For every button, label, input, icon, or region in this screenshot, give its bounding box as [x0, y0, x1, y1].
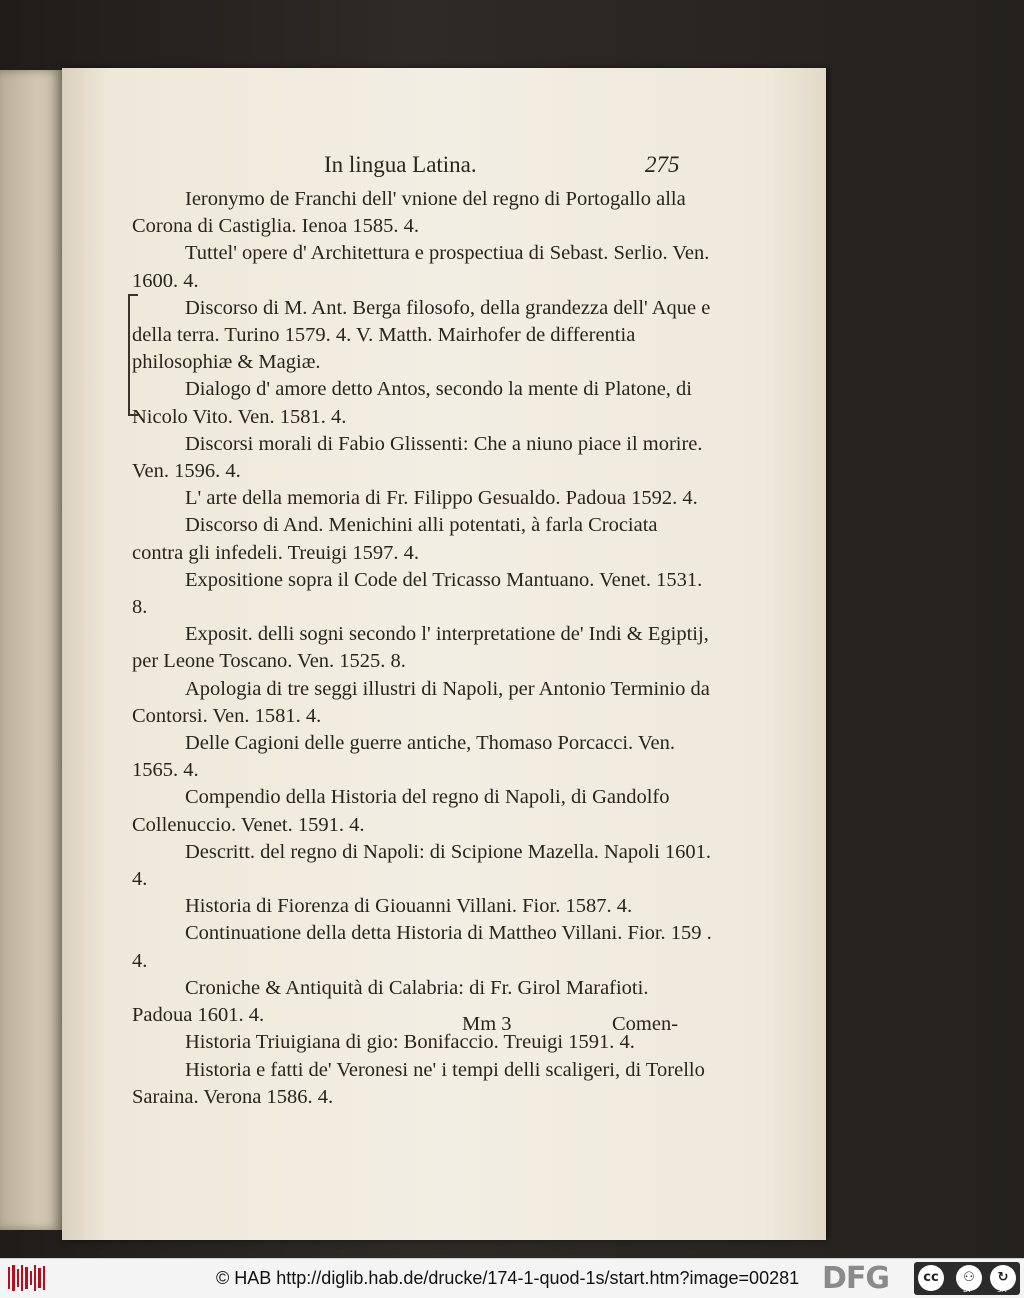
person-attribution-icon: ⚇: [956, 1265, 982, 1291]
list-item: Discorso di M. Ant. Berga filosofo, della grandezza dell' Aque e della terra. Turino 1579. 4. V. Matth. Mairhofer de differentia philosophiæ & Magiæ.: [132, 296, 711, 374]
list-item: Croniche & Antiquità di Calabria: di Fr. Girol Marafioti. Padoua 1601. 4.: [132, 976, 649, 1027]
previous-page-edge: [0, 70, 62, 1230]
bibliography-list: [132, 186, 712, 1111]
list-item: Tuttel' opere d' Architettura e prospectiua di Sebast. Serlio. Ven. 1600. 4.: [132, 242, 710, 292]
list-item: Expositione sopra il Code del Tricasso Mantuano. Venet. 1531. 8.: [132, 568, 703, 619]
footer-bar: [0, 1258, 1024, 1298]
list-item: Delle Cagioni delle guerre antiche, Thomaso Porcacci. Ven. 1565. 4.: [132, 732, 675, 782]
list-item: Discorsi morali di Fabio Glissenti: Che a niuno piace il morire. Ven. 1596. 4.: [132, 432, 703, 483]
list-item: L' arte della memoria di Fr. Filippo Gesualdo. Padoua 1592. 4.: [185, 487, 698, 510]
book-page: [62, 68, 826, 1240]
page-number: 275: [645, 152, 680, 177]
list-item: Historia e fatti de' Veronesi ne' i tempi delli scaligeri, di Torello Saraina. Verona 1586. 4.: [132, 1058, 705, 1108]
catchword: Comen-: [612, 1013, 679, 1035]
list-item: Continuatione della detta Historia di Mattheo Villani. Fior. 159 . 4.: [132, 922, 712, 972]
list-item: Compendio della Historia del regno di Napoli, di Gandolfo Collenuccio. Venet. 1591. 4.: [132, 786, 670, 836]
list-item: Discorso di And. Menichini alli potentati, à farla Crociata contra gli infedeli. Treuigi 1597. 4.: [132, 514, 658, 564]
dfg-logo[interactable]: DFG: [822, 1261, 890, 1296]
list-item: Ieronymo de Franchi dell' vnione del regno di Portogallo alla Corona di Castiglia. Ienoa 1585. 4.: [132, 188, 686, 238]
list-item: Apologia di tre seggi illustri di Napoli, per Antonio Terminio da Contorsi. Ven. 1581. 4.: [132, 677, 710, 727]
list-item: Historia di Fiorenza di Giouanni Villani. Fior. 1587. 4.: [185, 895, 633, 918]
running-head: In lingua Latina.: [324, 152, 477, 177]
signature-mark: Mm 3: [462, 1013, 512, 1035]
page-footer-line: [462, 1013, 762, 1043]
cc-license-badge[interactable]: [914, 1262, 1020, 1295]
margin-bracket: [128, 294, 138, 416]
cc-icon: cc: [918, 1265, 944, 1291]
by-label: BY: [963, 1286, 972, 1294]
source-credit-link[interactable]: © HAB http://diglib.hab.de/drucke/174-1-quod-1s/start.htm?image=00281: [216, 1268, 800, 1288]
hab-barcode-logo-icon[interactable]: [6, 1263, 46, 1293]
list-item: Historia Triuigiana di gio: Bonifaccio. Treuigi 1591. 4.: [185, 1031, 635, 1054]
share-alike-icon: ↻: [990, 1265, 1016, 1291]
list-item: Descritt. del regno di Napoli: di Scipione Mazella. Napoli 1601. 4.: [132, 840, 712, 891]
list-item: Exposit. delli sogni secondo l' interpretatione de' Indi & Egiptij, per Leone Toscano. Ven. 1525. 8.: [132, 623, 709, 673]
page-header: [62, 152, 826, 188]
list-item: Dialogo d' amore detto Antos, secondo la mente di Platone, di Nicolo Vito. Ven. 1581. 4.: [132, 378, 692, 428]
sa-label: SA: [997, 1286, 1007, 1294]
